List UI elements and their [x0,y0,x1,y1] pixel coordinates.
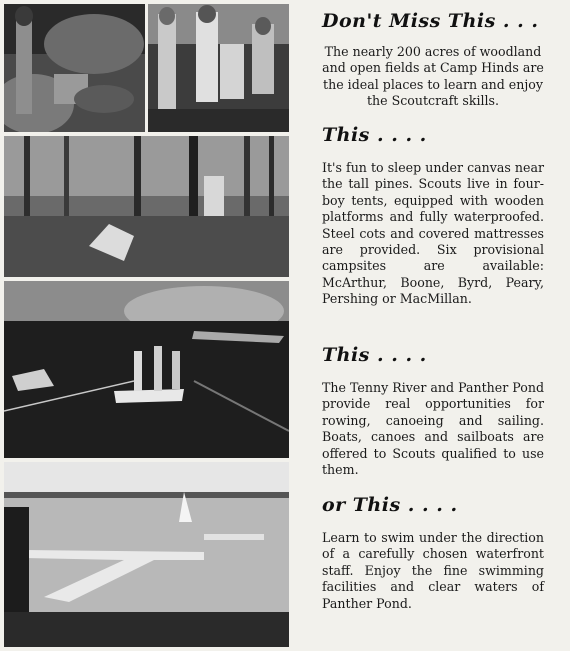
section-heading-4: or This . . . . [322,494,458,516]
section-heading-2: This . . . . [322,124,427,146]
section-heading-3: This . . . . [322,344,427,366]
section-text-1: The nearly 200 acres of woodland and open fields at Camp Hinds are the ideal places to learn and enjoy the Scoutcraft skills. [322,44,544,109]
section-text-2: It's fun to sleep under canvas near the tall pines. Scouts live in four-boy tents, equipped with wooden platforms and fully waterproofed. Steel cots and covered mattresses are provided. Six provisional campsites are available: McArthur, Boone, Byrd, Peary, Pershing or MacMillan. [322,160,544,307]
photo-scouts-campfire [148,4,289,132]
photo-swimming-docks [4,462,289,647]
section-heading-1: Don't Miss This . . . [322,10,539,32]
photo-scouts-woods [4,4,145,132]
section-text-3: The Tenny River and Panther Pond provide real opportunities for rowing, canoeing and sailing. Boats, canoes and sailboats are offered to Scouts qualified to use them. [322,380,544,478]
photo-raft-boats [4,281,289,458]
photo-tents-pines [4,136,289,277]
section-text-4: Learn to swim under the direction of a carefully chosen waterfront staff. Enjoy the fine swimming facilities and clear waters of Panther Pond. [322,530,544,611]
